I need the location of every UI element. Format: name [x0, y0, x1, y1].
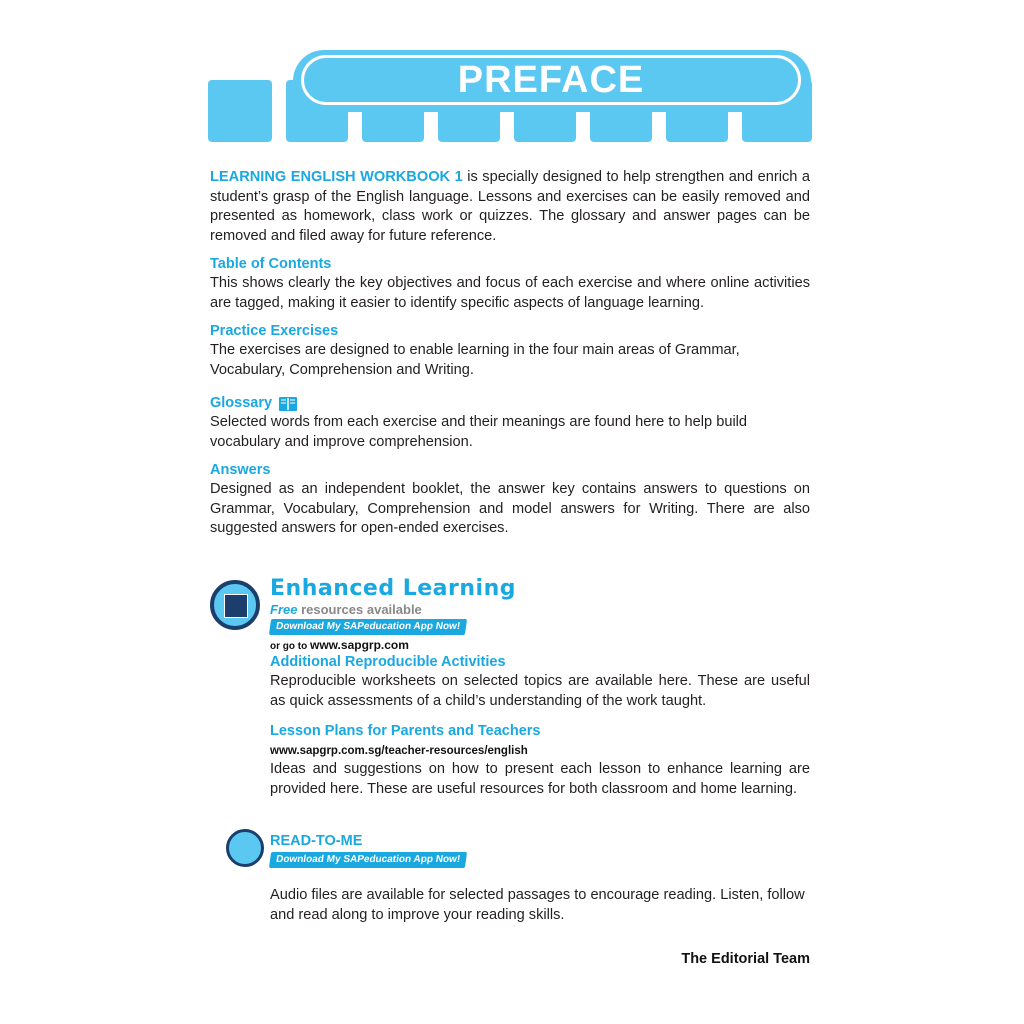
enhanced-item-title: Lesson Plans for Parents and Teachers: [270, 723, 541, 739]
preface-body: [210, 168, 810, 539]
section-glossary: [210, 394, 810, 452]
read-to-me-download-badge[interactable]: Download My SAPeducation App Now!: [269, 852, 467, 868]
title-pill-border: [301, 55, 801, 105]
section-practice-exercises: [210, 322, 810, 380]
read-to-me-text: Audio files are available for selected passages to encourage reading. Listen, follow and read along to improve your reading skills.: [270, 887, 805, 923]
enhanced-learning-icon: [210, 580, 260, 630]
section-answers: [210, 461, 810, 539]
preface-banner: [208, 50, 812, 146]
section-title: Answers: [210, 462, 271, 478]
lesson-plans-url[interactable]: www.sapgrp.com.sg/teacher-resources/english: [270, 745, 528, 757]
banner-block: [208, 80, 272, 142]
enhanced-learning-title: Enhanced Learning: [270, 576, 516, 601]
read-to-me-title: READ-TO-ME: [270, 833, 363, 849]
page-title: PREFACE: [457, 58, 645, 101]
section-text: Designed as an independent booklet, the answer key contains answers to questions on Grammar, Vocabulary, Comprehension and model answers for Writing. There are also suggested answers for open-ended exercises.: [210, 481, 810, 536]
section-title: Glossary: [210, 395, 273, 411]
enhanced-item-text: Ideas and suggestions on how to present each lesson to enhance learning are provided here. These are useful resources for both classroom and home learning.: [270, 761, 810, 797]
free-label: Free: [270, 602, 298, 617]
enhanced-item-text: Reproducible worksheets on selected topics are available here. These are useful as quick assessments of a child’s understanding of the work taught.: [270, 673, 810, 709]
download-app-badge[interactable]: Download My SAPeducation App Now!: [269, 619, 467, 635]
goto-site-link[interactable]: www.sapgrp.com: [310, 638, 409, 652]
goto-prefix: or go to: [270, 641, 308, 652]
book-title: LEARNING ENGLISH WORKBOOK 1: [210, 169, 463, 185]
book-icon: [278, 395, 298, 413]
editorial-signature: The Editorial Team: [681, 951, 810, 967]
intro-paragraph: [210, 168, 810, 246]
read-to-me-icon: [226, 829, 264, 867]
free-resources: [270, 602, 422, 617]
resources-label: resources available: [301, 602, 422, 617]
section-title: Table of Contents: [210, 256, 332, 272]
enhanced-item-title: Additional Reproducible Activities: [270, 654, 506, 670]
section-text: The exercises are designed to enable learning in the four main areas of Grammar, Vocabulary, Comprehension and Writing.: [210, 342, 740, 378]
section-text: Selected words from each exercise and their meanings are found here to help build vocabulary and improve comprehension.: [210, 414, 748, 450]
section-text: This shows clearly the key objectives and focus of each exercise and where online activities are tagged, making it easier to identify specific aspects of language learning.: [210, 275, 810, 311]
enhanced-item: [270, 653, 810, 711]
enhanced-item: [270, 722, 810, 799]
section-table-of-contents: [210, 255, 810, 313]
section-title: Practice Exercises: [210, 323, 339, 339]
goto-line: [270, 638, 409, 652]
intro-text: is specially designed to help strengthen and enrich a student’s grasp of the English language. Lessons and exercises can be easily removed and presented as homework, class work or quizzes. The glossary and answer pages can be removed and filed away for future reference.: [210, 169, 810, 244]
